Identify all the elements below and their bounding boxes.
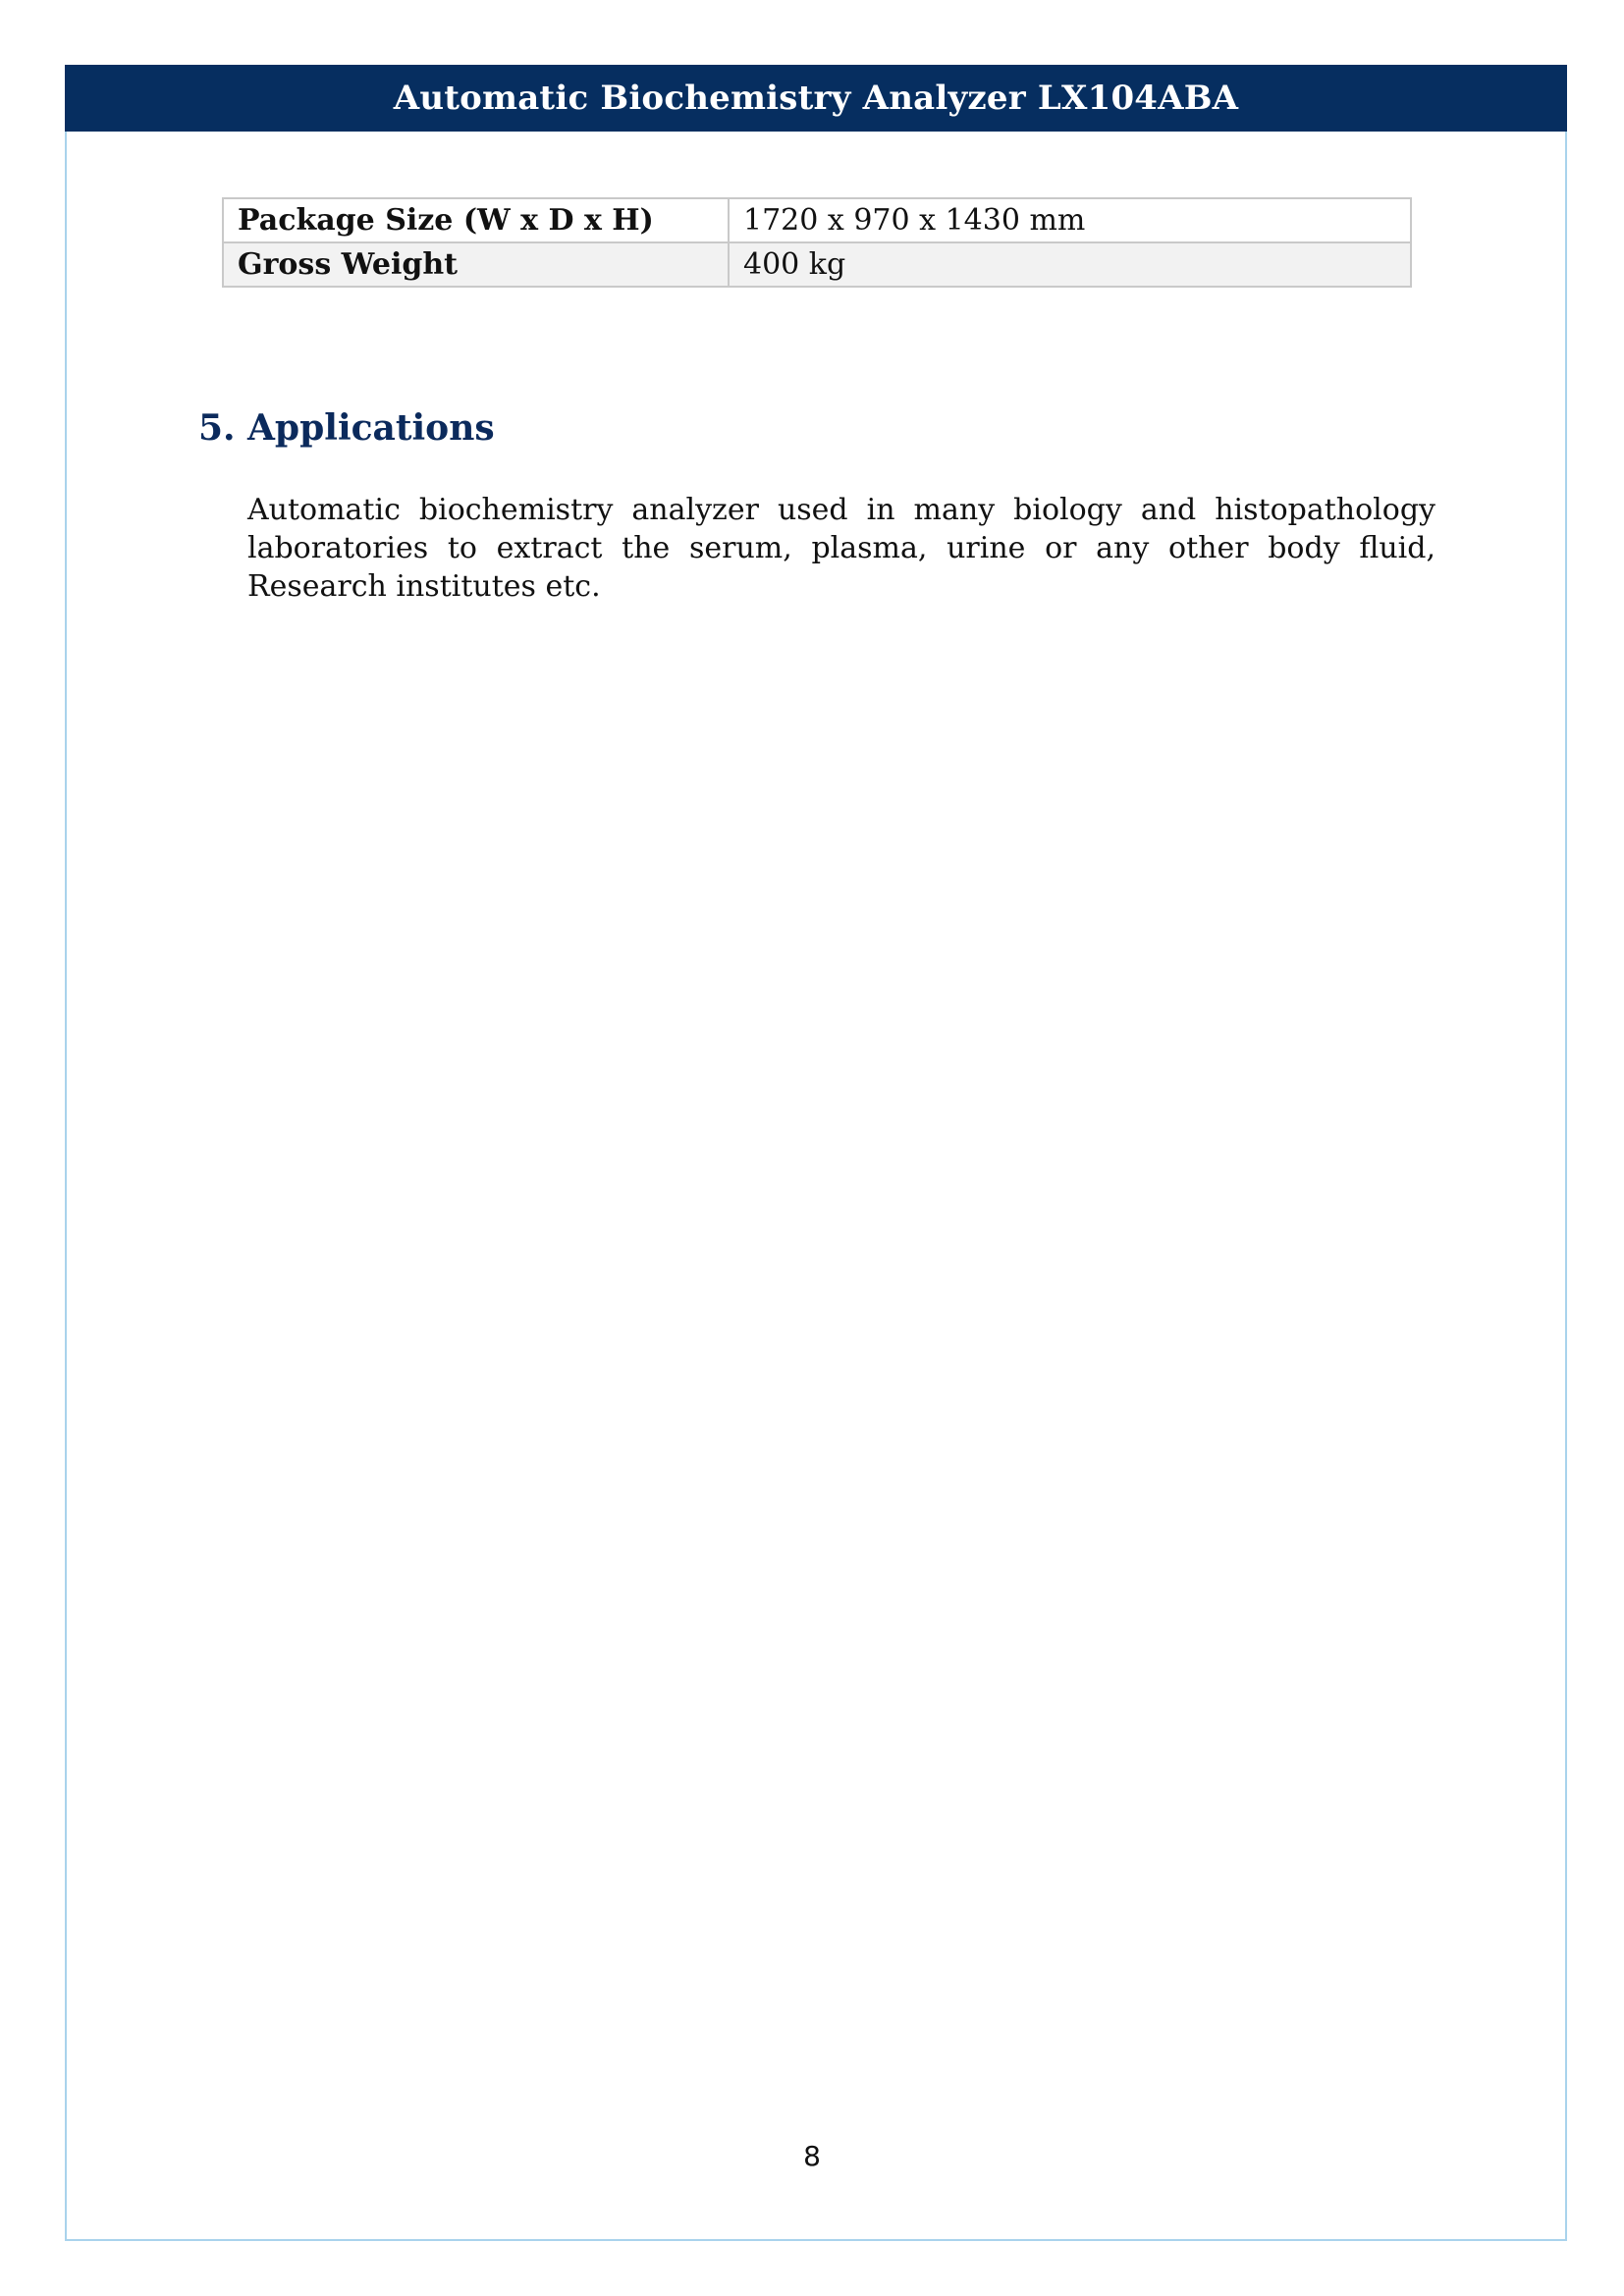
section-title: Applications (247, 407, 495, 449)
document-title: Automatic Biochemistry Analyzer LX104ABA (393, 79, 1239, 118)
table-row (223, 242, 1411, 287)
spec-label: Gross Weight (223, 242, 729, 287)
page-number: 8 (803, 2140, 821, 2172)
section-heading (198, 407, 495, 449)
spec-label: Package Size (W x D x H) (223, 198, 729, 242)
spec-value: 1720 x 970 x 1430 mm (729, 198, 1411, 242)
specification-table (222, 197, 1412, 288)
table-row (223, 198, 1411, 242)
document-header (65, 65, 1567, 132)
applications-paragraph: Automatic biochemistry analyzer used in many biology and histopathology laboratories to extract the serum, plasma, urine or any other body fluid, Research institutes etc. (247, 493, 1435, 604)
page-border (65, 65, 1567, 2241)
section-number: 5. (198, 407, 236, 449)
spec-value: 400 kg (729, 242, 1411, 287)
